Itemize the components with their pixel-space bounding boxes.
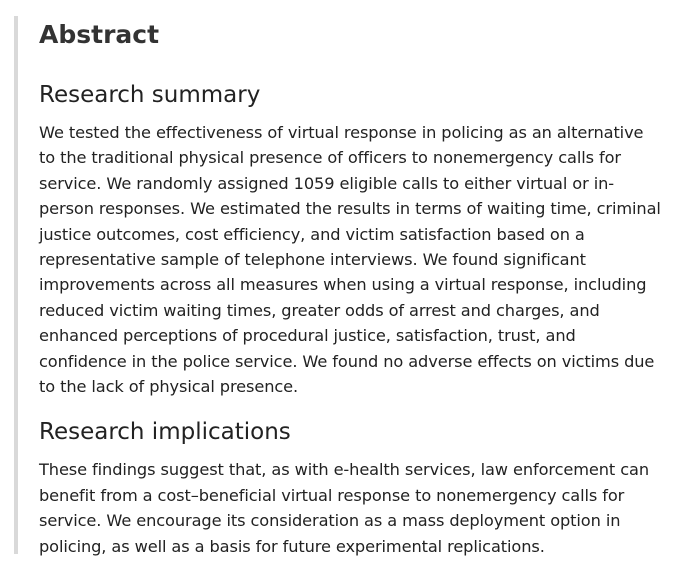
research-implications-text: These findings suggest that, as with e-health services, law enforcement can benefit from a cost–beneficial virtual response to nonemergency calls for service. We encourage its consideration as a mass deployment option in policing, as well as a basis for future experimental replications. xyxy=(39,460,650,556)
research-implications-heading: Research implications xyxy=(39,419,291,446)
abstract-heading: Abstract xyxy=(39,20,160,49)
research-summary-text: We tested the effectiveness of virtual response in policing as an alternative to the traditional physical presence of officers to nonemergency calls for service. We randomly assigned 1059 eligible calls to either virtual or in-person responses. We estimated the results in terms of waiting time, criminal justice outcomes, cost efficiency, and victim satisfaction based on a representative sample of telephone interviews. We found significant improvements across all measures when using a virtual response, including reduced victim waiting times, greater odds of arrest and charges, and enhanced perceptions of procedural justice, satisfaction, trust, and confidence in the police service. We found no adverse effects on victims due to the lack of physical presence. xyxy=(39,123,661,397)
research-summary-heading: Research summary xyxy=(39,82,261,108)
abstract-section xyxy=(14,16,666,554)
